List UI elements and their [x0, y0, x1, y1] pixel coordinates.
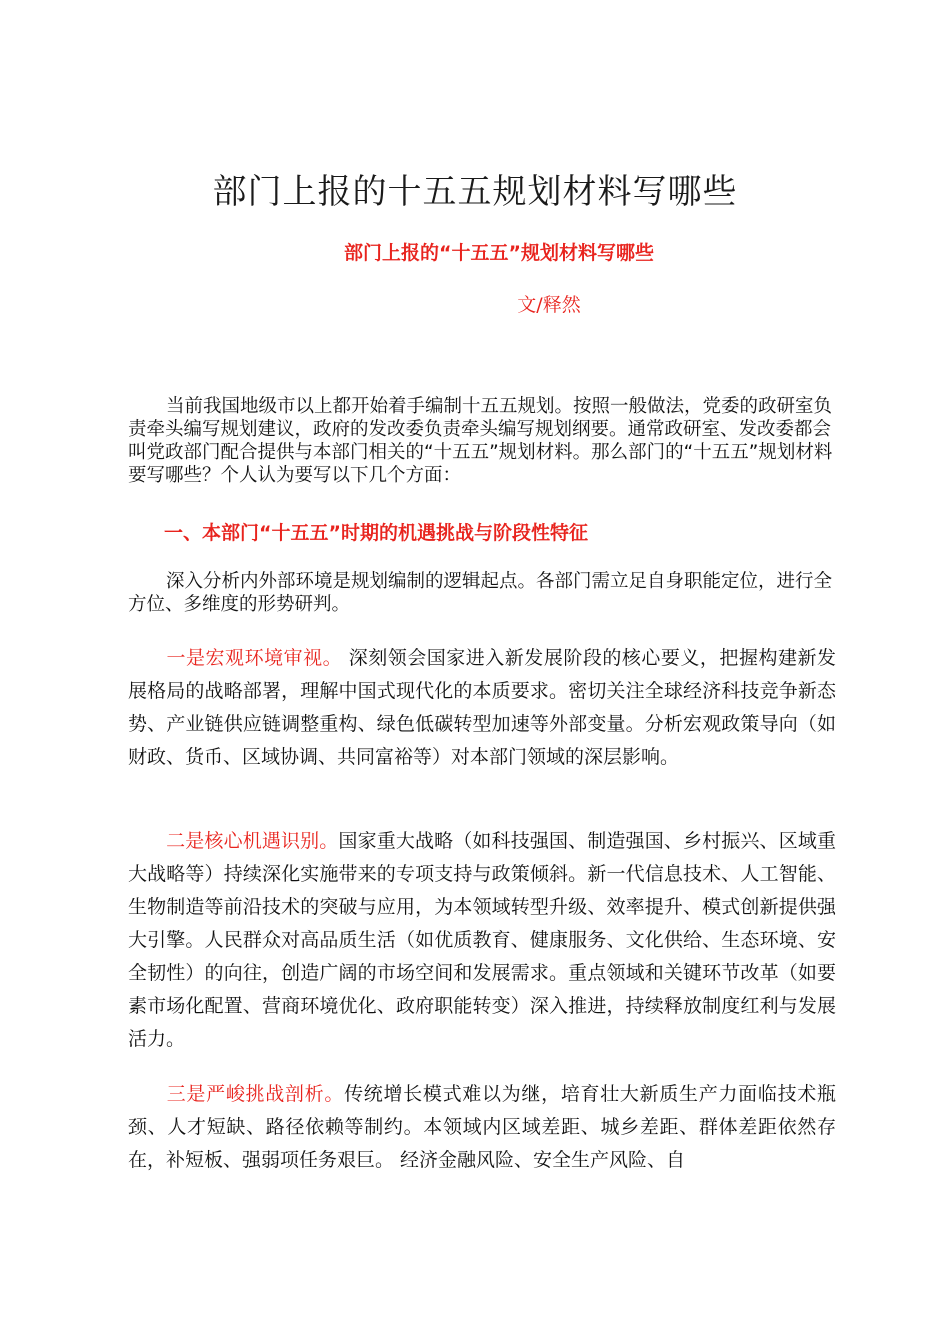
section-intro-paragraph [128, 570, 836, 616]
point-two-paragraph [128, 825, 836, 1056]
intro-paragraph [128, 395, 836, 487]
document-subtitle: 部门上报的“十五五”规划材料写哪些 [344, 242, 654, 264]
point-two-lead: 二是核心机遇识别。 [166, 830, 339, 852]
point-one-body: 深刻领会国家进入新发展阶段的核心要义，把握构建新发展格局的战略部署，理解中国式现代化的本质要求。密切关注全球经济科技竞争新态势、产业链供应链调整重构、绿色低碳转型加速等外部变量。分析宏观政策导向（如财政、货币、区域协调、共同富裕等）对本部门领域的深层影响。 [128, 647, 836, 768]
point-one-paragraph [128, 642, 836, 774]
point-three-body: 传统增长模式难以为继，培育壮大新质生产力面临技术瓶颈、人才短缺、路径依赖等制约。本领域内区域差距、城乡差距、群体差距依然存在，补短板、强弱项任务艰巨。 经济金融风险、安全生产风险、自 [128, 1083, 836, 1171]
intro-text: 当前我国地级市以上都开始着手编制十五五规划。按照一般做法，党委的政研室负责牵头编写规划建议，政府的发改委负责牵头编写规划纲要。通常政研室、发改委都会叫党政部门配合提供与本部门相关的“十五五”规划材料。那么部门的“十五五”规划材料要写哪些？个人认为要写以下几个方面： [128, 396, 833, 486]
document-title: 部门上报的十五五规划材料写哪些 [212, 172, 738, 212]
point-two-body: 国家重大战略（如科技强国、制造强国、乡村振兴、区域重大战略等）持续深化实施带来的专项支持与政策倾斜。新一代信息技术、人工智能、生物制造等前沿技术的突破与应用，为本领域转型升级、效率提升、模式创新提供强大引擎。人民群众对高品质生活（如优质教育、健康服务、文化供给、生态环境、安全韧性）的向往，创造广阔的市场空间和发展需求。重点领域和关键环节改革（如要素市场化配置、营商环境优化、政府职能转变）深入推进，持续释放制度红利与发展活力。 [128, 830, 836, 1050]
point-one-lead: 一是宏观环境审视。 [166, 647, 343, 669]
author-line: 文/释然 [517, 294, 581, 316]
point-three-paragraph [128, 1078, 836, 1177]
point-three-lead: 三是严峻挑战剖析。 [166, 1083, 345, 1105]
section-intro-text: 深入分析内外部环境是规划编制的逻辑起点。各部门需立足自身职能定位，进行全方位、多维度的形势研判。 [128, 571, 833, 615]
section-heading: 一、本部门“十五五”时期的机遇挑战与阶段性特征 [164, 522, 588, 544]
